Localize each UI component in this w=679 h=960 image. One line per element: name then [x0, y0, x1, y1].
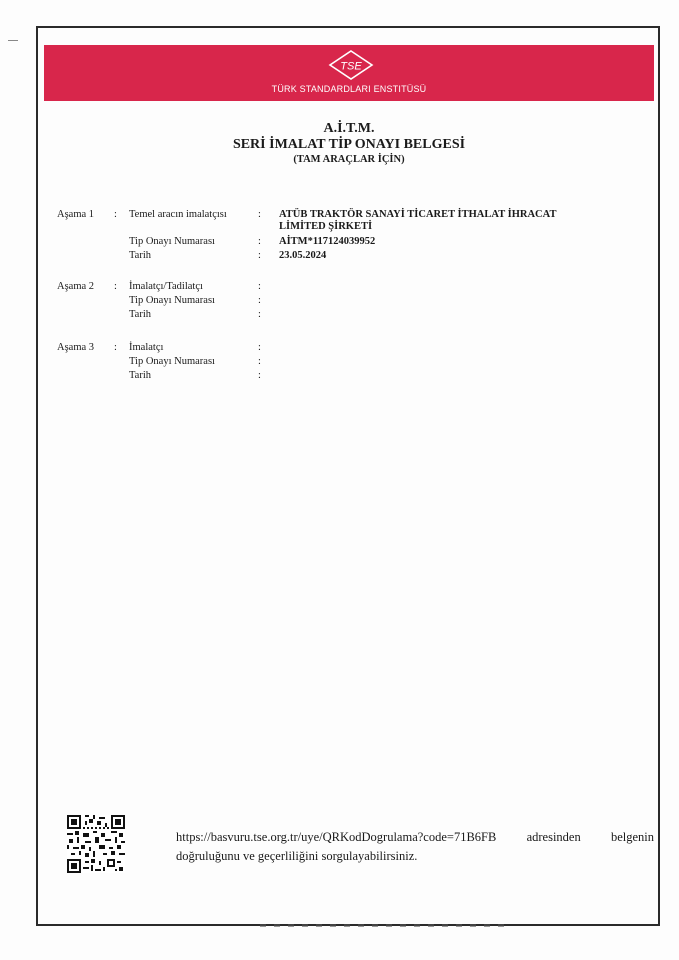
stage-1-manufacturer-label: Temel aracın imalatçısı — [129, 209, 227, 220]
document-title: SERİ İMALAT TİP ONAYI BELGESİ — [232, 137, 466, 152]
stage-2-date-label: Tarih — [129, 309, 152, 320]
stage-2-colon: : — [114, 281, 117, 292]
stage-2-date-colon: : — [258, 309, 261, 320]
tse-logo-text: TSE — [340, 60, 362, 73]
scan-artifact — [8, 40, 18, 41]
tse-logo-icon — [328, 50, 374, 80]
stage-1-date-label: Tarih — [129, 250, 152, 261]
stage-2-manufacturer-label: İmalatçı/Tadilatçı — [129, 281, 203, 292]
stage-2-label: Aşama 2 — [57, 281, 95, 292]
stage-1-approval-value: AİTM*117124039952 — [279, 236, 376, 247]
stage-1-approval-colon: : — [258, 236, 261, 247]
stage-3-approval-colon: : — [258, 356, 261, 367]
stage-1-label: Aşama 1 — [57, 209, 95, 220]
stage-1-date-colon: : — [258, 250, 261, 261]
stage-3-approval-label: Tip Onayı Numarası — [129, 356, 215, 367]
stage-1-approval-label: Tip Onayı Numarası — [129, 236, 215, 247]
qr-code-icon[interactable] — [67, 815, 125, 873]
stage-1-manufacturer-value-line2: LİMİTED ŞİRKETİ — [279, 221, 373, 232]
stage-3-colon: : — [114, 342, 117, 353]
org-name: TÜRK STANDARDLARI ENSTITÜSÜ — [271, 84, 427, 94]
stage-2-approval-label: Tip Onayı Numarası — [129, 295, 215, 306]
stage-1-date-value: 23.05.2024 — [279, 250, 327, 261]
document-titles — [44, 121, 654, 167]
stage-2-manufacturer-colon: : — [258, 281, 261, 292]
document-subtitle: (TAM ARAÇLAR İÇİN) — [293, 154, 405, 165]
verification-text: https://basvuru.tse.org.tr/uye/QRKodDogrulama?code=71B6FB adresinden belgenin doğruluğunu ve geçerliliğini sorgulayabilirsiniz. — [176, 830, 654, 863]
title-abbrev: A.İ.T.M. — [323, 121, 375, 136]
scan-artifact-bottom — [260, 924, 510, 927]
stage-3-manufacturer-colon: : — [258, 342, 261, 353]
stage-3-date-colon: : — [258, 370, 261, 381]
stage-1-manufacturer-value-line1: ATÜB TRAKTÖR SANAYİ TİCARET İTHALAT İHRACAT — [279, 209, 557, 220]
stage-2-approval-colon: : — [258, 295, 261, 306]
stage-3-manufacturer-label: İmalatçı — [129, 342, 164, 353]
stage-3-date-label: Tarih — [129, 370, 152, 381]
stage-1-colon: : — [114, 209, 117, 220]
stage-1-manufacturer-colon: : — [258, 209, 261, 220]
stage-3-label: Aşama 3 — [57, 342, 95, 353]
